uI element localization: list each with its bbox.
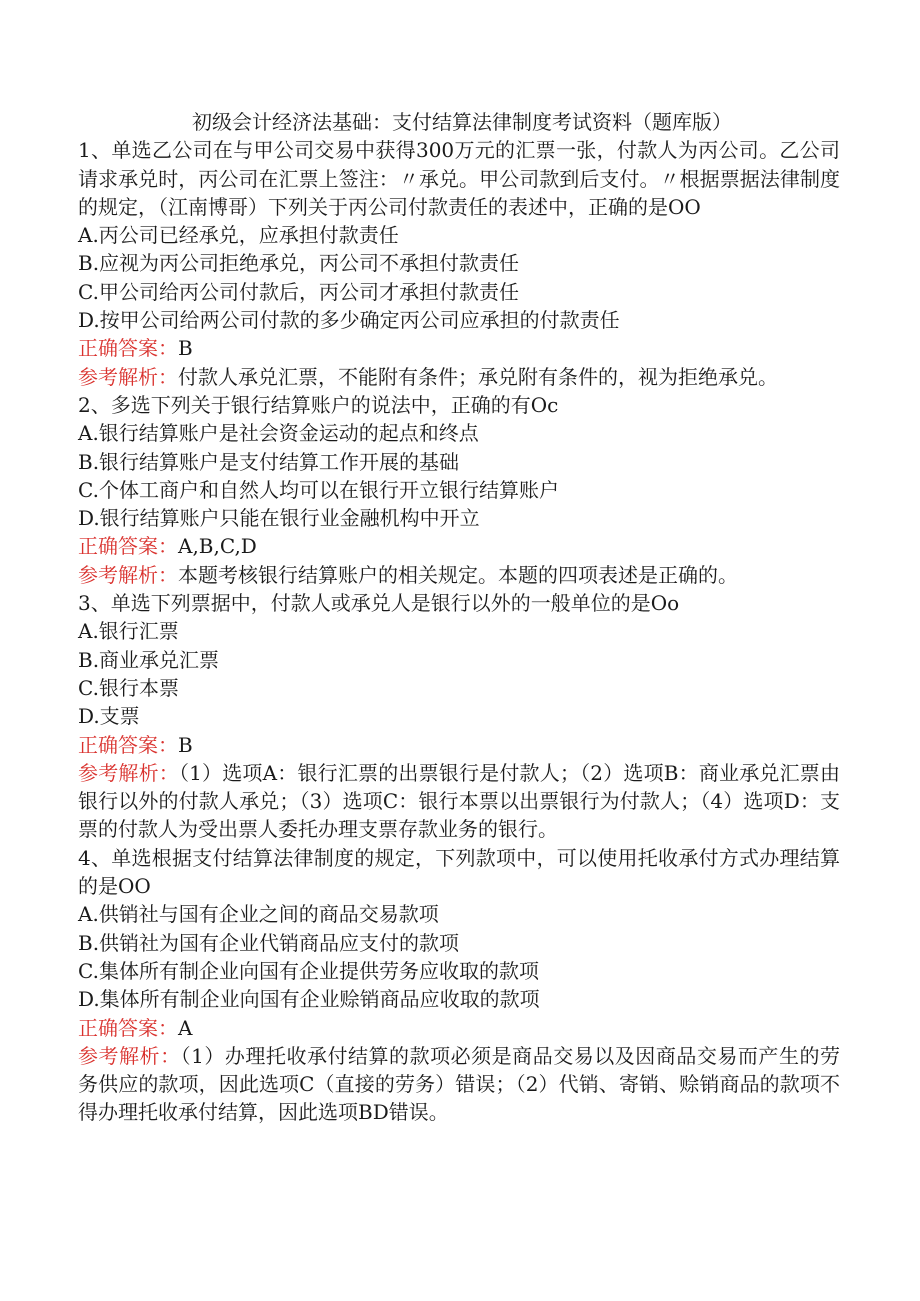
question-1 <box>78 136 840 391</box>
answer-label: 正确答案： <box>78 732 178 757</box>
answer-line <box>78 731 840 759</box>
option-d: D.集体所有制企业向国有企业赊销商品应收取的款项 <box>78 987 540 1012</box>
option-c: C.个体工商户和自然人均可以在银行开立银行结算账户 <box>78 477 559 502</box>
option-d: D.支票 <box>78 704 140 729</box>
option-b: B.应视为丙公司拒绝承兑，丙公司不承担付款责任 <box>78 251 520 276</box>
answer-label: 正确答案： <box>78 534 178 559</box>
document-page <box>78 108 840 1127</box>
option-b: B.供销社为国有企业代销商品应支付的款项 <box>78 930 460 955</box>
explanation-text: （1）选项A：银行汇票的出票银行是付款人；（2）选项B：商业承兑汇票由银行以外的付款人承兑；（3）选项C：银行本票以出票银行为付款人；（4）选项D：支票的付款人为受出票人委托办理支票存款业务的银行。 <box>78 760 840 842</box>
explanation-label: 参考解析： <box>78 562 178 587</box>
option-a: A.丙公司已经承兑，应承担付款责任 <box>78 223 399 248</box>
option-c: C.甲公司给丙公司付款后，丙公司才承担付款责任 <box>78 279 519 304</box>
answer-line <box>78 532 840 560</box>
answer-line <box>78 1014 840 1042</box>
explanation-text: （1）办理托收承付结算的款项必须是商品交易以及因商品交易而产生的劳务供应的款项，因此选项C（直接的劳务）错误；（2）代销、寄销、赊销商品的款项不得办理托收承付结算，因此选项BD错误。 <box>78 1043 840 1125</box>
question-3 <box>78 589 840 844</box>
option-d: D.按甲公司给两公司付款的多少确定丙公司应承担的付款责任 <box>78 308 620 333</box>
answer-value: B <box>178 336 193 361</box>
question-4 <box>78 844 840 1127</box>
answer-label: 正确答案： <box>78 1015 178 1040</box>
question-text: 4、单选根据支付结算法律制度的规定，下列款项中，可以使用托收承付方式办理结算的是OO <box>78 845 840 899</box>
option-d: D.银行结算账户只能在银行业金融机构中开立 <box>78 506 480 531</box>
explanation-line <box>78 561 840 589</box>
option-list <box>78 617 840 730</box>
answer-line <box>78 334 840 362</box>
answer-label: 正确答案： <box>78 336 178 361</box>
answer-value: A,B,C,D <box>178 534 257 559</box>
explanation-line <box>78 363 840 391</box>
explanation-label: 参考解析： <box>78 364 178 389</box>
option-list <box>78 221 840 334</box>
question-text: 3、单选下列票据中，付款人或承兑人是银行以外的一般单位的是Oo <box>78 591 680 616</box>
option-a: A.银行结算账户是社会资金运动的起点和终点 <box>78 421 479 446</box>
explanation-text: 本题考核银行结算账户的相关规定。本题的四项表述是正确的。 <box>178 562 738 587</box>
question-text: 2、多选下列关于银行结算账户的说法中，正确的有Oc <box>78 392 559 417</box>
answer-value: A <box>178 1015 193 1040</box>
option-list <box>78 900 840 1013</box>
explanation-label: 参考解析： <box>78 1043 181 1068</box>
option-list <box>78 419 840 532</box>
explanation-text: 付款人承兑汇票，不能附有条件；承兑附有条件的，视为拒绝承兑。 <box>178 364 778 389</box>
option-a: A.银行汇票 <box>78 619 179 644</box>
explanation-line <box>78 1042 840 1127</box>
question-text: 1、单选乙公司在与甲公司交易中获得300万元的汇票一张，付款人为丙公司。乙公司请求承兑时，丙公司在汇票上签注：〃承兑。甲公司款到后支付。〃根据票据法律制度的规定，（江南博哥）下列关于丙公司付款责任的表述中，正确的是OO <box>78 138 840 219</box>
question-2 <box>78 391 840 589</box>
option-c: C.集体所有制企业向国有企业提供劳务应收取的款项 <box>78 958 539 983</box>
explanation-line <box>78 759 840 844</box>
option-b: B.商业承兑汇票 <box>78 647 220 672</box>
document-title: 初级会计经济法基础：支付结算法律制度考试资料（题库版） <box>192 110 732 134</box>
option-c: C.银行本票 <box>78 675 179 700</box>
option-a: A.供销社与国有企业之间的商品交易款项 <box>78 902 439 927</box>
answer-value: B <box>178 732 193 757</box>
option-b: B.银行结算账户是支付结算工作开展的基础 <box>78 449 460 474</box>
explanation-label: 参考解析： <box>78 760 179 785</box>
